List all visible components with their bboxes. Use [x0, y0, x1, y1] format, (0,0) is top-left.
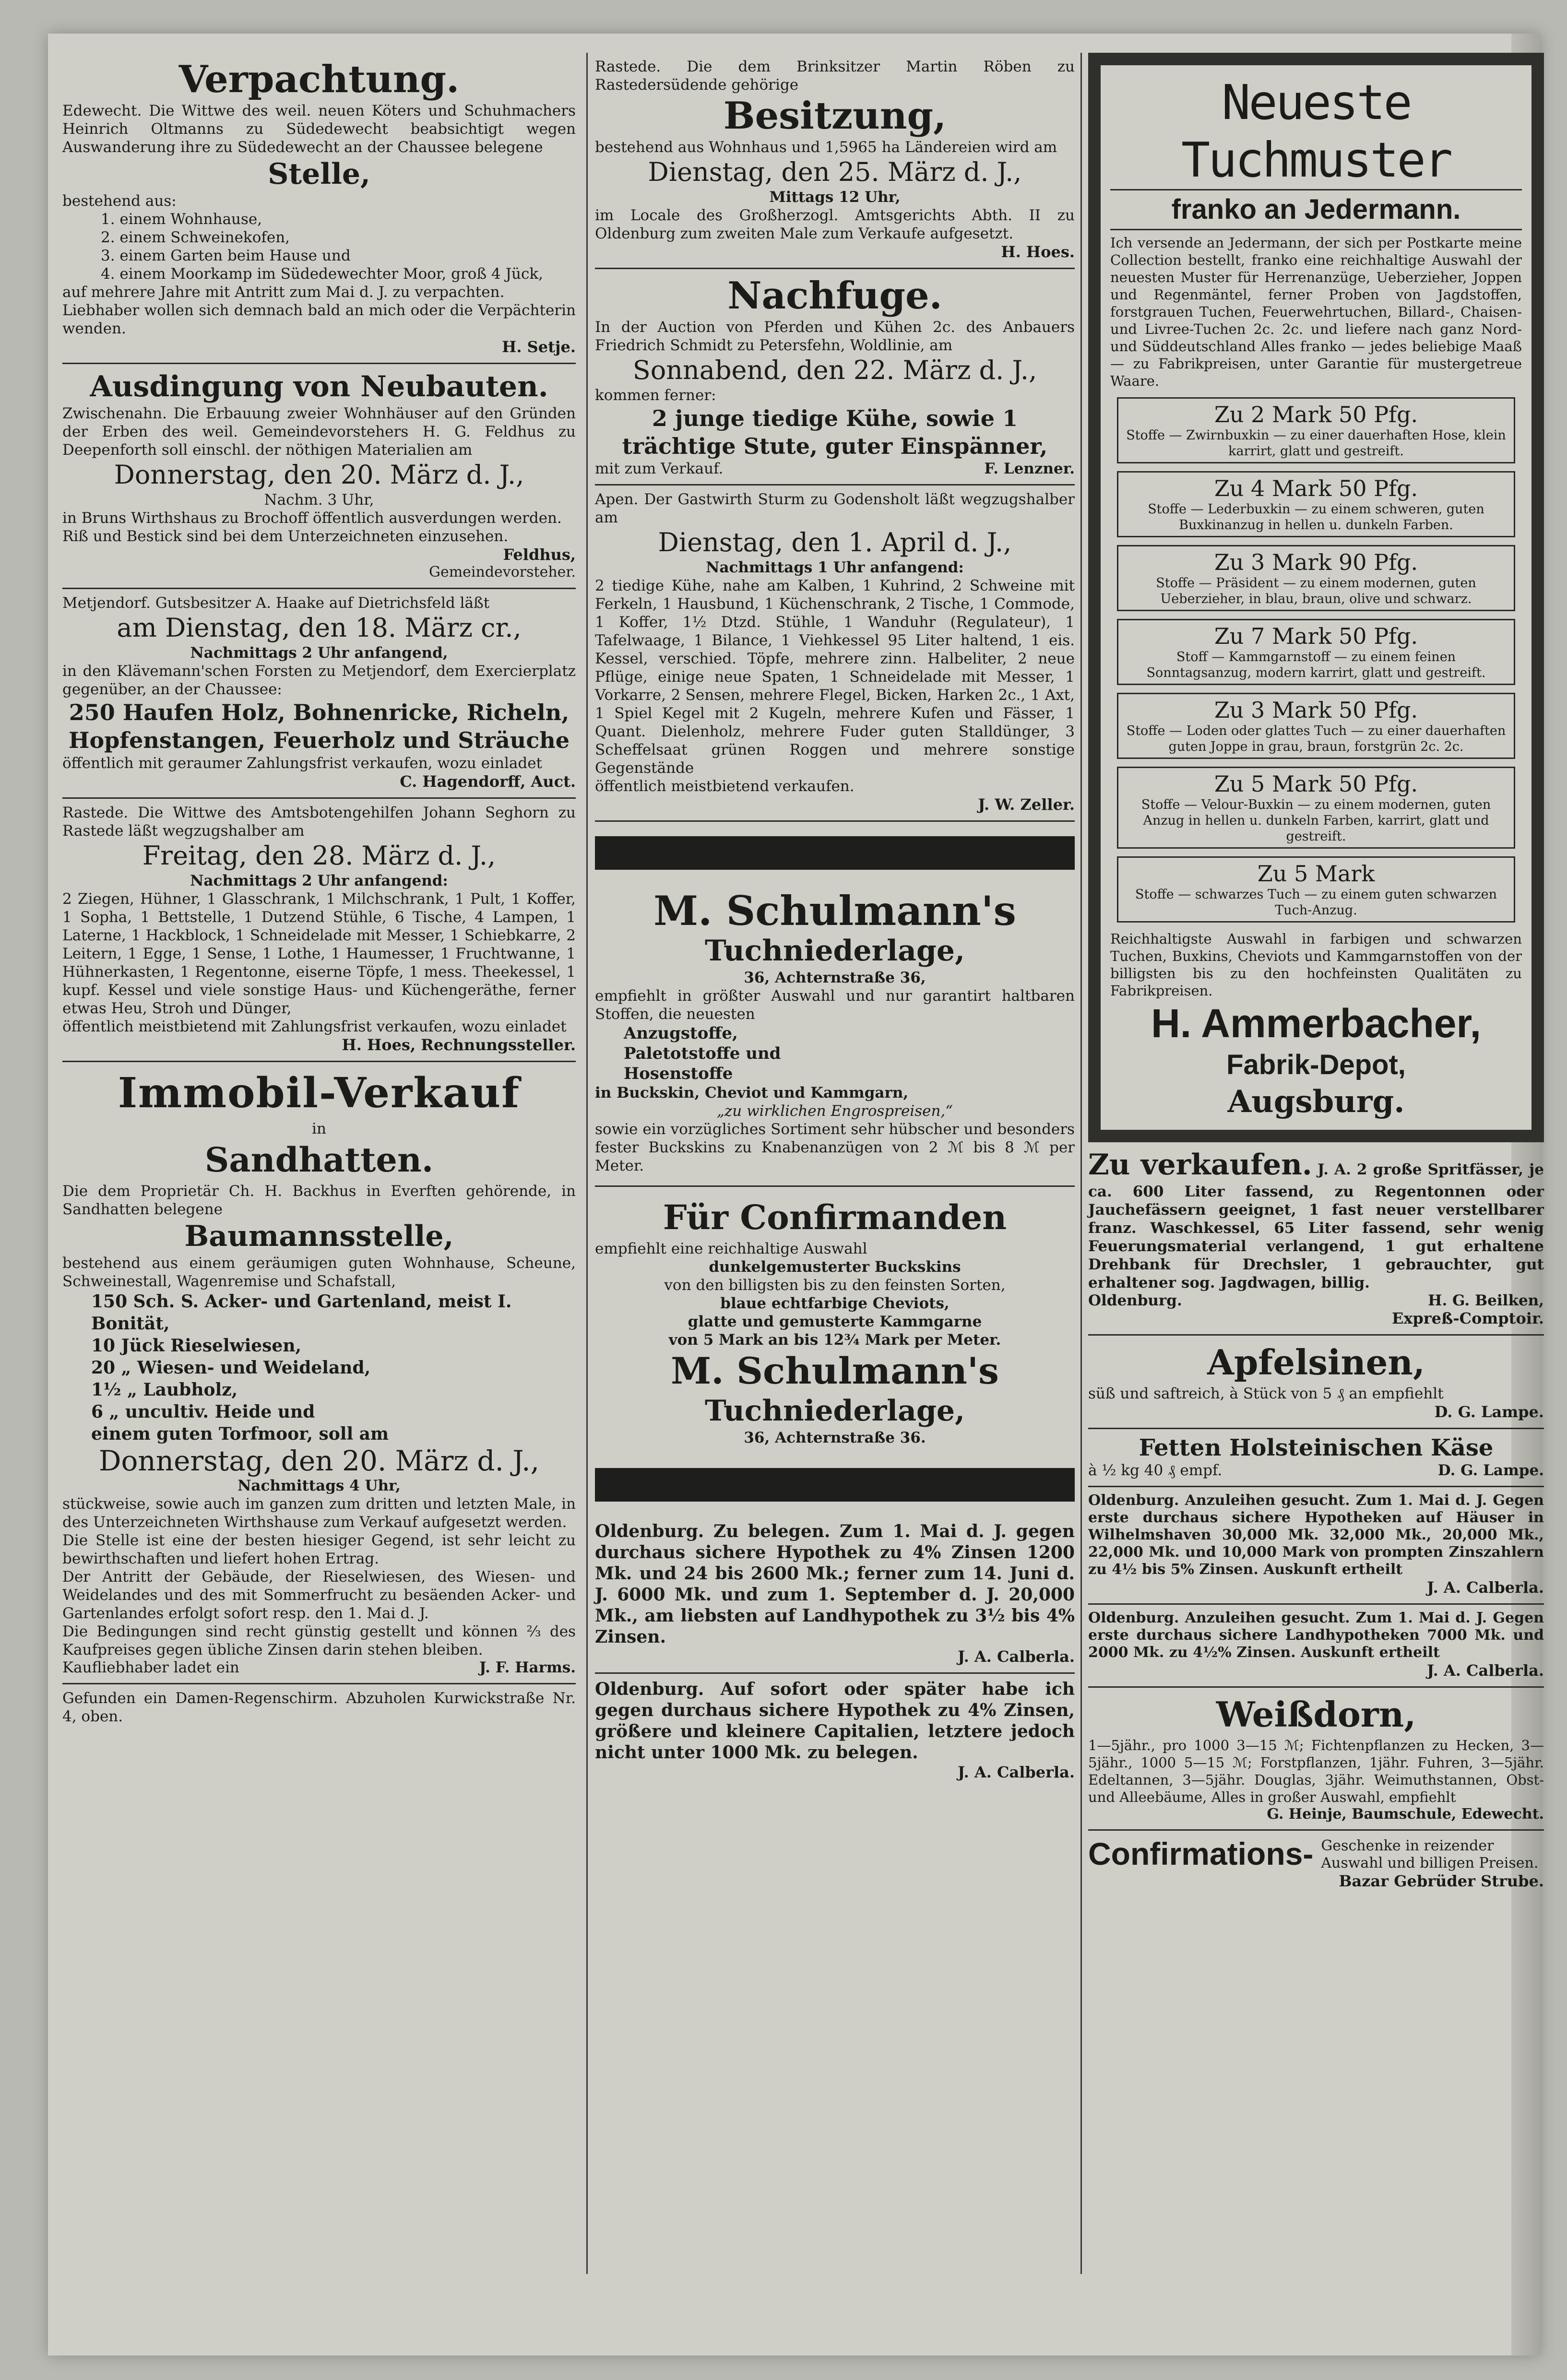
column-rule [586, 53, 588, 2274]
ad-text: im Locale des Großherzogl. Amtsgerichts Abth. II zu Oldenburg zum zweiten Male zum Verkaufe aufgesetzt. [595, 207, 1075, 242]
ad-signature-role: Gemeindevorsteher. [428, 564, 576, 580]
ad-title: Zu verkaufen. [1088, 1148, 1312, 1182]
ad-text: bestehend aus Wohnhaus und 1,5965 ha Ländereien wird am [595, 139, 1057, 156]
ad-motto: „zu wirklichen Engrospreisen,“ [716, 1102, 953, 1120]
ad-time: Nachmittags 1 Uhr anfangend: [706, 559, 964, 576]
price-desc: Stoffe — Zwirnbuxkin — zu einer dauerhaften Hose, klein karrirt, glatt und gestreift. [1126, 428, 1506, 459]
price-box [1117, 693, 1515, 759]
ad-text: mit zum Verkauf. [595, 460, 724, 477]
ad-title: Fetten Holsteinischen Käse [1139, 1434, 1494, 1461]
ad-verpachtung [62, 53, 576, 364]
ad-text: öffentlich meistbietend mit Zahlungsfrist verkaufen, wozu einladet [62, 1018, 567, 1035]
ad-time: Nachmittags 4 Uhr, [237, 1477, 401, 1494]
list-item: 150 Sch. S. Acker- und Gartenland, meist I. Bonität, [91, 1291, 512, 1334]
list-item: 10 Jück Rieselwiesen, [91, 1336, 302, 1356]
ad-time: Mittags 12 Uhr, [769, 189, 901, 206]
ad-calberla-belegen [595, 1516, 1075, 1674]
ad-sign-title: M. Schulmann's [671, 1350, 999, 1392]
ad-anleihe-wilhelmshaven [1088, 1487, 1544, 1605]
ad-signature: J. A. Calberla. [957, 1763, 1075, 1781]
price-desc: Stoff — Kammgarnstoff — zu einem feinen Sonntagsanzug, modern karrirt, glatt und gestreift. [1146, 650, 1486, 680]
price-box [1117, 471, 1515, 537]
ad-text: Oldenburg. Anzuleihen gesucht. Zum 1. Mai d. J. Gegen erste durchaus sichere Landhypotheken 7000 Mk. und 2000 Mk. zu 4½% Zinsen. Auskunft ertheilt [1088, 1610, 1544, 1661]
ad-title: Besitzung, [723, 94, 947, 138]
ad-text: empfiehlt in größter Auswahl und nur garantirt haltbaren Stoffen, die neuesten [595, 987, 1075, 1023]
ad-subtitle: franko an Jedermann. [1110, 190, 1522, 230]
ad-text: in Bruns Wirthshaus zu Brochoff öffentlich ausverdungen werden. [62, 509, 562, 527]
ad-text: in [312, 1120, 326, 1137]
ad-text: sowie ein vorzügliches Sortiment sehr hübscher und besonders fester Buckskins zu Knabenanzügen von 2 ℳ bis 8 ℳ per Meter. [595, 1121, 1075, 1174]
ad-rastede-auction [62, 799, 576, 1062]
ad-text: Der Antritt der Gebäude, der Rieselwiesen, des Wiesen- und Weidelandes und des mit Sommerfrucht zu besäenden Acker- und Gartenlandes erfolgt sofort resp. den 1. Mai d. J. [62, 1568, 576, 1622]
item-list [62, 210, 576, 283]
ad-time: Nachmittags 2 Uhr anfangend: [190, 872, 448, 889]
ad-title: Immobil-Verkauf [118, 1069, 521, 1117]
ad-neubauten [62, 364, 576, 589]
price-label: Zu 5 Mark [1257, 861, 1375, 887]
ad-date: Freitag, den 28. März d. J., [142, 841, 496, 871]
price-label: Zu 5 Mark 50 Pfg. [1214, 771, 1418, 797]
ad-signature: J. A. Calberla. [1426, 1661, 1544, 1680]
ad-date: Dienstag, den 1. April d. J., [658, 527, 1012, 557]
ad-signature: G. Heinje, Baumschule, Edewecht. [1267, 1806, 1544, 1823]
ad-date: Donnerstag, den 20. März d. J., [114, 460, 524, 490]
ad-signature: F. Lenzner. [984, 460, 1075, 477]
price-desc: Stoffe — Lederbuxkin — zu einem schweren, guten Buxkinanzug in hellen u. dunkeln Farben. [1148, 502, 1484, 533]
list-item: 1. einem Wohnhause, [101, 211, 262, 228]
ad-signature: H. Setje. [502, 338, 576, 356]
ad-text: Liebhaber wollen sich demnach bald an mich oder die Verpächterin wenden. [62, 302, 576, 337]
price-label: Zu 3 Mark 90 Pfg. [1214, 549, 1418, 575]
ad-gefunden [62, 1684, 576, 1732]
price-desc: Stoffe — Loden oder glattes Tuch — zu einer dauerhaften guten Joppe in grau, braun, forstgrün 2c. 2c. [1126, 723, 1506, 754]
ad-immobil-verkauf [62, 1062, 576, 1684]
price-box [1117, 767, 1515, 849]
ad-line: von 5 Mark an bis 12¾ Mark per Meter. [668, 1331, 1001, 1349]
ad-signature-row [62, 1659, 576, 1676]
ad-text: à ½ kg 40 ₰ empf. [1088, 1462, 1223, 1479]
column-rule [1080, 53, 1082, 2274]
ad-title: Für Confirmanden [663, 1197, 1007, 1237]
ad-date: Dienstag, den 25. März d. J., [648, 157, 1022, 187]
ad-signature: J. A. Calberla. [1426, 1578, 1544, 1597]
column-left [62, 53, 576, 1732]
item-list [62, 1291, 576, 1445]
list-item: 20 „ Wiesen- und Weideland, [91, 1358, 371, 1378]
ad-text: stückweise, sowie auch im ganzen zum dritten und letzten Male, in des Unterzeichneten Wirthshause zum Verkauf aufgesetzt werden. [62, 1495, 576, 1531]
ad-zu-verkaufen [1088, 1142, 1544, 1336]
ad-line: blaue echtfarbige Cheviots, [720, 1295, 950, 1312]
ad-date: Donnerstag, den 20. März d. J., [98, 1445, 540, 1477]
list-item: einem guten Torfmoor, soll am [91, 1424, 389, 1444]
ad-text: in den Klävemann'schen Forsten zu Metjendorf, dem Exercierplatz gegenüber, an der Chaussee: [62, 663, 576, 698]
ad-signature: J. F. Harms. [479, 1659, 576, 1676]
ad-object: Stelle, [268, 157, 370, 191]
ad-line: glatte und gemusterte Kammgarne [688, 1313, 982, 1330]
ad-title: Verpachtung. [178, 58, 460, 101]
ad-text: öffentlich meistbietend verkaufen. [595, 778, 855, 795]
ad-text: empfiehlt eine reichhaltige Auswahl [595, 1240, 867, 1257]
ad-title: Apfelsinen, [1207, 1342, 1425, 1383]
ad-text: Oldenburg. Anzuleihen gesucht. Zum 1. Mai d. J. Gegen erste durchaus sichere Hypotheken auf Häuser in Wilhelmshaven 30,000 Mk. 32,000 Mk., 20,000 Mk., 22,000 Mk. und 10,000 Mark von prompten Zinszahlern zu 4½ bis 5% Zinsen. Auskunft ertheilt [1088, 1492, 1544, 1578]
ad-anleihe-land [1088, 1605, 1544, 1688]
ad-signature-row [1088, 1292, 1544, 1309]
ad-text: auf mehrere Jahre mit Antritt zum Mai d. J. zu verpachten. [62, 284, 505, 301]
ad-line: von den billigsten bis zu den feinsten Sorten, [664, 1277, 1006, 1294]
ad-company: H. Ammerbacher, [1151, 1001, 1481, 1046]
ad-text [1088, 1147, 1544, 1292]
ad-text: 1—5jähr., pro 1000 3—15 ℳ; Fichtenpflanzen zu Hecken, 3—5jähr., 1000 5—15 ℳ; Forstpflanzen, 1jähr. Fuhren, 3—5jähr. Edeltannen, 3—5jähr. Douglas, 3jähr. Weimuthstannen, Obst- und Alleebäume, Alles in großer Auswahl, empfiehlt [1088, 1737, 1544, 1805]
ad-goods: 250 Haufen Holz, Bohnenricke, Richeln, Hopfenstangen, Feuerholz und Sträuche [69, 699, 570, 753]
price-desc: Stoffe — Velour-Buxkin — zu einem modernen, guten Anzug in hellen u. dunkeln Farben, karrirt, glatt und gestreift. [1141, 797, 1491, 844]
price-box [1117, 545, 1515, 611]
ad-nachfuge [595, 269, 1075, 485]
ad-address: 36, Achternstraße 36, [744, 969, 926, 986]
ad-signature: J. A. Calberla. [957, 1647, 1075, 1666]
ad-goods: 2 Ziegen, Hühner, 1 Glasschrank, 1 Milchschrank, 1 Pult, 1 Koffer, 1 Sopha, 1 Bettstelle, 1 Dutzend Stühle, 6 Tische, 4 Lampen, 1 Laterne, 1 Hackblock, 1 Schneidelade mit Messer, 1 Schiebkarre, 2 Leitern, 1 Egge, 1 Sense, 1 Lothe, 1 Haumesser, 1 Fruchtwanne, 1 Hühnerkasten, 1 Regentonne, eiserne Töpfe, 1 mess. Theekessel, 1 kupf. Kessel und viele sonstige Haus- und Küchengeräthe, ferner etwas Heu, Stroh und Dünger, [62, 890, 576, 1017]
ad-signature-row [1088, 1462, 1544, 1479]
ad-object: Baumannsstelle, [184, 1220, 454, 1253]
ad-text: Geschenke in reizender Auswahl und billigen Preisen. [1321, 1837, 1539, 1871]
ad-text: Riß und Bestick sind bei dem Unterzeichneten einzusehen. [62, 528, 509, 545]
ad-text: Reichhaltigste Auswahl in farbigen und schwarzen Tuchen, Buxkins, Cheviots und Kammgarnstoffen von der billigsten bis zu den hochfeinsten Qualitäten zu Fabrikpreisen. [1110, 931, 1522, 999]
ad-text: bestehend aus: [62, 192, 177, 210]
ad-besitzung [595, 53, 1075, 269]
ad-signature: Bazar Gebrüder Strube. [1339, 1872, 1544, 1890]
ad-line: dunkelgemusterter Buckskins [709, 1258, 961, 1276]
list-item: 4. einem Moorkamp im Südedewechter Moor, groß 4 Jück, [101, 265, 543, 283]
ad-place: Sandhatten. [204, 1140, 434, 1180]
ad-text: Die Stelle ist eine der besten hiesiger Gegend, ist sehr leicht zu bewirthschaften und liefert hohen Ertrag. [62, 1532, 576, 1567]
ad-text: Rastede. Die Wittwe des Amtsbotengehilfen Johann Seghorn zu Rastede läßt wegzugshalber am [62, 804, 576, 840]
ad-confirmanden [595, 1191, 1075, 1454]
ad-time: Nachm. 3 Uhr, [264, 491, 374, 509]
ad-signature: J. W. Zeller. [978, 795, 1075, 814]
ad-text: Die Bedingungen sind recht günstig gestellt und können ⅔ des Kaufpreises gegen übliche Zinsen darin stehen bleiben. [62, 1623, 576, 1658]
ad-apen [595, 485, 1075, 822]
ad-kaese [1088, 1429, 1544, 1487]
ad-signature: C. Hagendorff, Auct. [400, 772, 576, 791]
separator-bar [595, 836, 1075, 870]
ad-text: Edewecht. Die Wittwe des weil. neuen Köters und Schuhmachers Heinrich Oltmanns zu Südedewecht beabsichtigt wegen Auswanderung ihre zu Südedewecht an der Chaussee belegene [62, 102, 576, 156]
list-item: Paletotstoffe und [624, 1044, 781, 1063]
ad-signature: H. Hoes, Rechnungssteller. [342, 1036, 576, 1054]
ad-text: Rastede. Die dem Brinksitzer Martin Röben zu Rastedersüdende gehörige [595, 58, 1075, 94]
ad-title: Weißdorn, [1216, 1694, 1416, 1735]
column-right [1088, 53, 1544, 1897]
ad-metjendorf [62, 589, 576, 799]
ad-signature: Feldhus, [503, 545, 576, 564]
ad-weissdorn [1088, 1688, 1544, 1831]
ad-city: Augsburg. [1227, 1084, 1405, 1120]
ad-text: Apen. Der Gastwirth Sturm zu Godensholt läßt wegzugshalber am [595, 491, 1075, 526]
price-label: Zu 7 Mark 50 Pfg. [1214, 623, 1418, 649]
divider [595, 1185, 1075, 1187]
ad-text: Zwischenahn. Die Erbauung zweier Wohnhäuser auf den Gründen der Erben des weil. Gemeindevorstehers H. G. Feldhus zu Deepenforth soll einschl. der nöthigen Materialien am [62, 405, 576, 459]
ad-signature: H. Hoes. [1001, 243, 1075, 261]
ad-depot: Fabrik-Depot, [1226, 1049, 1406, 1080]
ad-text-body: J. A. 2 große Spritfässer, je ca. 600 Liter fassend, zu Regentonnen oder Jauchefässern geeignet, 1 fast neuer verstellbarer franz. Waschkessel, 65 Liter fassend, sehr wenig Feuerungsmaterial verlangend, 1 gut erhaltene Drehbank für Drechsler, 1 gebrauchter, gut erhaltener sog. Jagdwagen, billig. [1088, 1161, 1544, 1291]
ad-text: Ich versende an Jedermann, der sich per Postkarte meine Collection bestellt, franko eine reichhaltige Auswahl der neuesten Muster für Herrenanzüge, Ueberzieher, Joppen und Regenmäntel, ferner Proben von Jagdstoffen, forstgrauen Tuchen, Feuerwehrtuchen, Billard-, Chaisen- und Livree-Tuchen 2c. 2c. und liefere nach ganz Nord- und Süddeutschland Alles franko — jedes beliebige Maaß — zu Fabrikpreisen, unter Garantie für mustergetreue Waare. [1110, 235, 1522, 389]
ad-text: Gefunden ein Damen-Regenschirm. Abzuholen Kurwickstraße Nr. 4, oben. [62, 1690, 576, 1725]
ad-text: süß und saftreich, à Stück von 5 ₰ an empfiehlt [1088, 1385, 1444, 1402]
ad-signature: D. G. Lampe. [1437, 1462, 1544, 1479]
ad-text: öffentlich mit geraumer Zahlungsfrist verkaufen, wozu einladet [62, 755, 542, 772]
ad-header-row [1088, 1835, 1544, 1872]
ad-text: In der Auction von Pferden und Kühen 2c. des Anbauers Friedrich Schmidt zu Petersfehn, Woldlinie, am [595, 319, 1075, 354]
ad-text: Oldenburg. Auf sofort oder später habe ich gegen durchaus sichere Hypothek zu 4% Zinsen, größere und kleinere Capitalien, letztere jedoch nicht unter 1000 Mk. zu belegen. [595, 1679, 1075, 1763]
ad-text: Kaufliebhaber ladet ein [62, 1659, 239, 1676]
price-box [1117, 856, 1515, 923]
price-desc: Stoffe — Präsident — zu einem modernen, guten Ueberzieher, in blau, braun, olive und schwarz. [1156, 576, 1476, 606]
ad-title: Neueste Tuchmuster [1110, 74, 1522, 190]
column-middle [595, 53, 1075, 1788]
item-list [595, 1023, 1075, 1084]
list-item: 2. einem Schweinekofen, [101, 229, 290, 246]
separator-bar [595, 1468, 1075, 1502]
ad-goods: 2 tiedige Kühe, nahe am Kalben, 1 Kuhrind, 2 Schweine mit Ferkeln, 1 Hausbund, 1 Küchenschrank, 2 Tische, 1 Commode, 1 Koffer, 1½ Dtzd. Stühle, 1 Wanduhr (Regulateur), 1 Tafelwaage, 1 Bilance, 1 Viehkessel 95 Liter haltend, 1 eis. Kessel, verschied. Töpfe, mehrere zinn. Halbeliter, 2 neue Pflüge, einige neue Spaten, 1 Schneidelade mit Messer, 1 Vorkarre, 2 Sensen, mehrere Flegel, Bicken, Harken 2c., 1 Axt, 1 Spiel Kegel mit 2 Kugeln, mehrere Kufen und Fässer, 1 Quant. Dielenholz, mehrere Fuder guten Stalldünger, 3 Scheffelsaat grünen Roggen und mehrere sonstige Gegenstände [595, 577, 1075, 777]
ad-title: Nachfuge. [727, 274, 942, 318]
price-desc: Stoffe — schwarzes Tuch — zu einem guten schwarzen Tuch-Anzug. [1135, 887, 1497, 918]
list-item: 3. einem Garten beim Hause und [101, 247, 351, 264]
ad-schulmann-tuchniederlage [595, 884, 1075, 1182]
ad-signature-row [595, 460, 1075, 477]
ad-text: in Buckskin, Cheviot und Kammgarn, [595, 1084, 909, 1101]
price-box [1117, 619, 1515, 685]
ad-confirmations [1088, 1831, 1544, 1897]
price-box [1117, 397, 1515, 463]
list-item: 6 „ uncultiv. Heide und [91, 1402, 315, 1422]
ad-signature-role: Expreß-Comptoir. [1391, 1309, 1544, 1327]
ad-signature: H. G. Beilken, [1428, 1292, 1544, 1309]
ad-tuchmuster [1088, 53, 1544, 1142]
ad-apfelsinen [1088, 1336, 1544, 1429]
ad-address: 36, Achternstraße 36. [744, 1429, 926, 1446]
ad-text: kommen ferner: [595, 387, 716, 404]
ad-text: Die dem Proprietär Ch. H. Backhus in Everften gehörende, in Sandhatten belegene [62, 1183, 576, 1218]
ad-title: M. Schulmann's [653, 887, 1016, 935]
ad-text: bestehend aus einem geräumigen guten Wohnhause, Scheune, Schweinestall, Wagenremise und Schafstall, [62, 1255, 576, 1290]
price-label: Zu 2 Mark 50 Pfg. [1214, 402, 1418, 427]
price-label: Zu 3 Mark 50 Pfg. [1214, 697, 1418, 723]
ad-date: am Dienstag, den 18. März cr., [117, 613, 522, 643]
ad-place: Oldenburg. [1088, 1292, 1182, 1309]
list-item: Anzugstoffe, [624, 1024, 738, 1043]
ad-signature: D. G. Lampe. [1434, 1403, 1544, 1421]
ad-calberla-hypothek [595, 1674, 1075, 1788]
ad-time: Nachmittags 2 Uhr anfangend, [190, 644, 448, 662]
ad-date: Sonnabend, den 22. März d. J., [632, 355, 1037, 385]
ad-subtitle: Tuchniederlage, [705, 1394, 965, 1428]
ad-subtitle: Tuchniederlage, [705, 934, 965, 968]
ad-title: Confirmations- [1088, 1836, 1314, 1871]
list-item: 1½ „ Laubholz, [91, 1380, 238, 1400]
list-item: Hosenstoffe [624, 1064, 733, 1083]
price-label: Zu 4 Mark 50 Pfg. [1214, 475, 1418, 501]
ad-text: Oldenburg. Zu belegen. Zum 1. Mai d. J. gegen durchaus sichere Hypothek zu 4% Zinsen 1200 Mk. und 24 bis 2600 Mk.; ferner zum 14. Juni d. J. 6000 Mk. und zum 1. September d. J. 20,000 Mk., am liebsten auf Landhypothek zu 3½ bis 4% Zinsen. [595, 1521, 1075, 1647]
ad-goods: 2 junge tiedige Kühe, sowie 1 trächtige Stute, guter Einspänner, [622, 405, 1048, 459]
ad-text: Metjendorf. Gutsbesitzer A. Haake auf Dietrichsfeld läßt [62, 594, 490, 612]
ad-title: Ausdingung von Neubauten. [90, 370, 548, 403]
